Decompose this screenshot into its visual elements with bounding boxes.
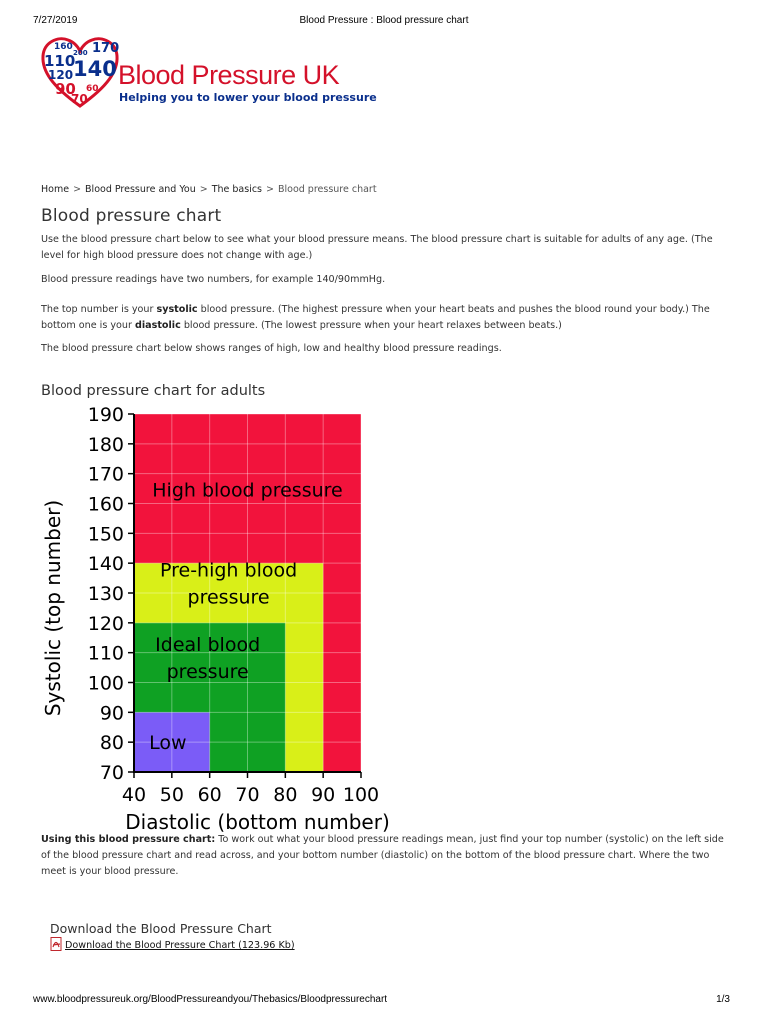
y-tick-label: 80 xyxy=(99,732,124,755)
intro-paragraph-1: Use the blood pressure chart below to see what your blood pressure means. The blood pressure chart is suitable for adults of any age. (The level for high blood pressure does not change with age.) xyxy=(41,234,713,261)
heart-logo-icon xyxy=(40,36,120,108)
intro-paragraph-2: Blood pressure readings have two numbers, for example 140/90mmHg. xyxy=(41,274,386,285)
y-tick-label: 110 xyxy=(87,642,124,665)
y-tick-label: 120 xyxy=(87,612,124,635)
y-tick-label: 100 xyxy=(87,672,124,695)
print-page-number: 1/3 xyxy=(716,994,730,1005)
heart-number: 170 xyxy=(92,41,120,56)
heart-number: 70 xyxy=(71,92,88,106)
y-tick-label: 180 xyxy=(87,433,124,456)
region-label-pre-high: pressure xyxy=(187,586,270,609)
text-span: blood pressure. (The highest pressure when your heart beats and pushes the blood round your body.) The bottom one is your xyxy=(41,304,710,331)
x-axis-label: Diastolic (bottom number) xyxy=(125,810,390,832)
print-date: 7/27/2019 xyxy=(33,15,78,26)
x-tick-label: 90 xyxy=(311,784,336,806)
x-tick-label: 60 xyxy=(197,784,222,806)
download-heading: Download the Blood Pressure Chart xyxy=(50,921,272,936)
breadcrumb-home[interactable]: Home xyxy=(41,184,70,195)
x-tick-label: 80 xyxy=(273,784,298,806)
y-tick-label: 150 xyxy=(87,523,124,546)
heart-number: 60 xyxy=(86,84,99,94)
breadcrumb-current: Blood pressure chart xyxy=(277,184,377,195)
heart-number: 110 xyxy=(44,52,76,70)
print-title: Blood Pressure : Blood pressure chart xyxy=(299,15,469,26)
y-tick-label: 130 xyxy=(87,583,124,605)
text-span: The top number is your xyxy=(41,304,157,315)
intro-paragraph-3 xyxy=(41,302,721,334)
intro-paragraph-4: The blood pressure chart below shows ranges of high, low and healthy blood pressure readings. xyxy=(41,343,502,354)
breadcrumb-blood-pressure-and-you[interactable]: Blood Pressure and You xyxy=(85,184,196,195)
blood-pressure-chart xyxy=(30,402,390,832)
breadcrumb-separator: > xyxy=(73,184,82,195)
region-label-low: Low xyxy=(149,732,187,755)
x-tick-label: 100 xyxy=(342,784,380,806)
chart-heading: Blood pressure chart for adults xyxy=(41,383,266,399)
x-tick-label: 50 xyxy=(159,784,184,806)
y-tick-label: 170 xyxy=(87,463,124,486)
y-tick-label: 90 xyxy=(99,702,124,725)
region-label-ideal: pressure xyxy=(166,661,249,684)
x-tick-label: 40 xyxy=(121,784,147,806)
text-span: blood pressure. (The lowest pressure when your heart relaxes between beats.) xyxy=(180,320,562,331)
heart-number: 200 xyxy=(73,49,88,57)
region-label-high: High blood pressure xyxy=(152,479,343,502)
region-label-ideal: Ideal blood xyxy=(155,634,261,657)
systolic-term: systolic xyxy=(156,304,198,315)
y-axis-label: Systolic (top number) xyxy=(41,499,65,717)
heart-number: 140 xyxy=(73,57,117,81)
y-tick-label: 160 xyxy=(87,493,124,516)
y-tick-label: 70 xyxy=(99,762,124,784)
heart-number: 90 xyxy=(55,80,76,98)
usage-paragraph xyxy=(41,832,727,880)
download-link-row xyxy=(50,937,295,954)
page-title: Blood pressure chart xyxy=(41,206,222,226)
region-label-pre-high: Pre-high blood xyxy=(159,559,298,582)
download-chart-link[interactable]: Download the Blood Pressure Chart (123.96 Kb) xyxy=(65,940,295,951)
usage-text: To work out what your blood pressure readings mean, just find your top number (systolic) on the left side of the blood pressure chart and read across, and your bottom number (diastolic) on the bottom of the blood pressure chart. Where the two meet is your blood pressure. xyxy=(41,834,724,877)
heart-number: 120 xyxy=(48,68,74,82)
breadcrumb xyxy=(41,184,377,195)
diastolic-term: diastolic xyxy=(134,320,181,331)
pdf-file-icon xyxy=(50,937,63,954)
x-tick-label: 70 xyxy=(235,784,260,806)
y-tick-label: 140 xyxy=(87,553,124,576)
usage-label: Using this blood pressure chart: xyxy=(41,834,216,845)
site-logo[interactable] xyxy=(40,36,385,120)
breadcrumb-the-basics[interactable]: The basics xyxy=(211,184,262,195)
print-url: www.bloodpressureuk.org/BloodPressureandyou/Thebasics/Bloodpressurechart xyxy=(33,994,388,1005)
y-tick-label: 190 xyxy=(87,404,124,426)
brand-tagline: Helping you to lower your blood pressure xyxy=(119,91,377,104)
heart-number: 160 xyxy=(54,42,73,52)
brand-name: Blood Pressure UK xyxy=(118,60,340,90)
breadcrumb-separator: > xyxy=(266,184,274,195)
breadcrumb-separator: > xyxy=(199,184,208,195)
